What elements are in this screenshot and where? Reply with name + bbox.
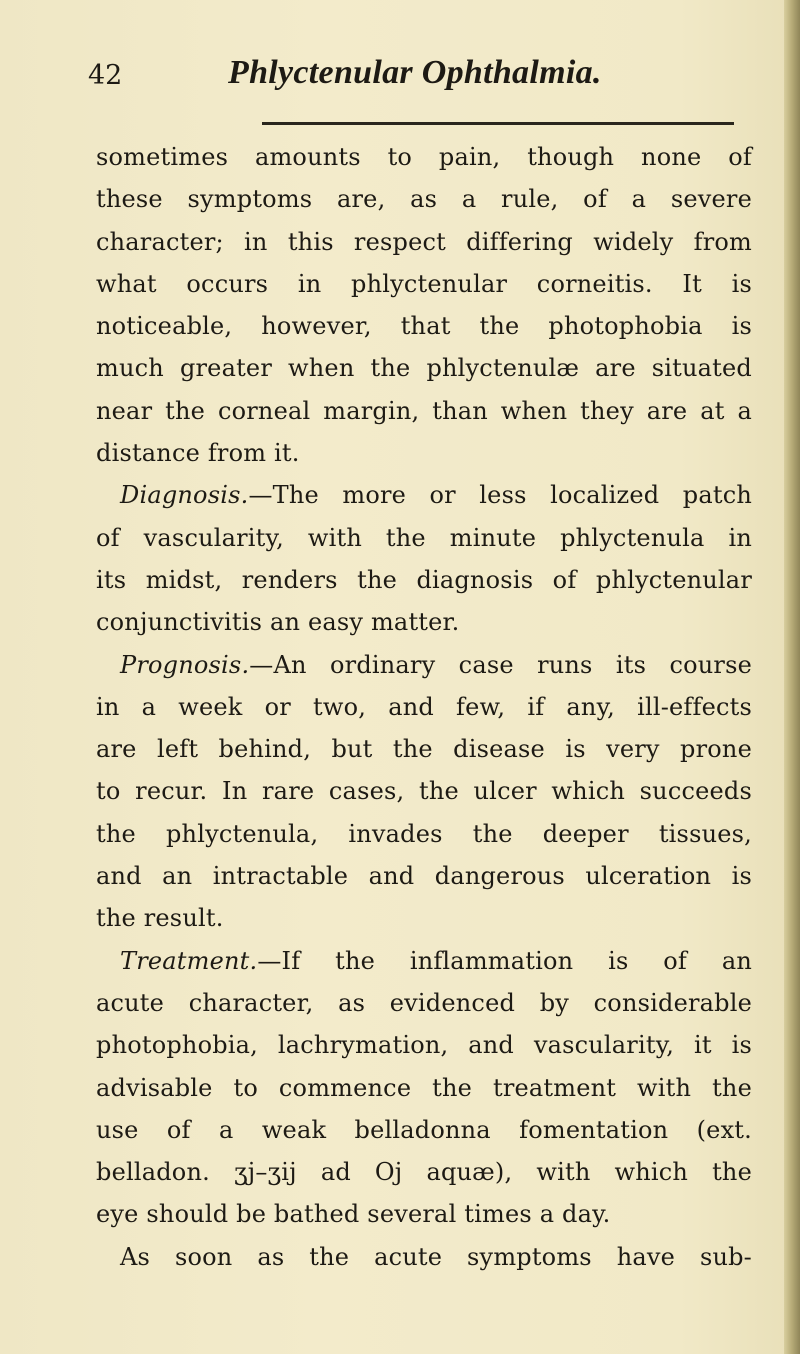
- text-line: and an intractable and dangerous ulceration is: [96, 862, 752, 891]
- section-heading-prognosis: Prognosis.: [120, 650, 250, 679]
- text-line: of vascularity, with the minute phlyctenula in: [96, 523, 752, 552]
- header-rule: [262, 122, 734, 125]
- text-line: belladon. ʒj–ʒij ad Oj aquæ), with which the: [96, 1158, 752, 1187]
- text-line: conjunctivitis an easy matter.: [96, 608, 460, 637]
- text-line: are left behind, but the disease is very prone: [96, 735, 752, 764]
- text-line: what occurs in phlyctenular corneitis. It is: [96, 269, 752, 298]
- text-line: much greater when the phlyctenulæ are situated: [96, 354, 752, 383]
- page-edge: [784, 0, 800, 1354]
- section-line-treatment: Treatment.—If the inflammation is of an: [120, 946, 752, 975]
- text-line: advisable to commence the treatment with the: [96, 1073, 752, 1102]
- page-number: 42: [88, 60, 123, 91]
- text-line: these symptoms are, as a rule, of a severe: [96, 185, 752, 214]
- text-line: to recur. In rare cases, the ulcer which succeeds: [96, 777, 752, 806]
- text-line: noticeable, however, that the photophobia is: [96, 312, 752, 341]
- body-text: [96, 136, 752, 1278]
- section-heading-treatment: Treatment.: [120, 946, 258, 975]
- running-title: Phlyctenular Ophthalmia.: [228, 54, 602, 91]
- text-line: As soon as the acute symptoms have sub-: [120, 1242, 752, 1271]
- text-line: distance from it.: [96, 439, 300, 468]
- section-line-diagnosis: Diagnosis.—The more or less localized patch: [120, 481, 752, 510]
- text-line: in a week or two, and few, if any, ill-effects: [96, 692, 752, 721]
- text-line: the phlyctenula, invades the deeper tissues,: [96, 819, 752, 848]
- page-header: [88, 54, 748, 104]
- text-line: acute character, as evidenced by considerable: [96, 988, 752, 1017]
- section-line-prognosis: Prognosis.—An ordinary case runs its course: [120, 650, 752, 679]
- text-line: its midst, renders the diagnosis of phlyctenular: [96, 565, 752, 594]
- text-line: near the corneal margin, than when they are at a: [96, 396, 752, 425]
- text-line: use of a weak belladonna fomentation (ext.: [96, 1115, 752, 1144]
- section-heading-diagnosis: Diagnosis.: [120, 481, 249, 510]
- text-line: photophobia, lachrymation, and vascularity, it is: [96, 1031, 752, 1060]
- text-line: eye should be bathed several times a day.: [96, 1200, 611, 1229]
- text-line: the result.: [96, 904, 224, 933]
- text-line: character; in this respect differing widely from: [96, 227, 752, 256]
- text-line: sometimes amounts to pain, though none of: [96, 143, 752, 171]
